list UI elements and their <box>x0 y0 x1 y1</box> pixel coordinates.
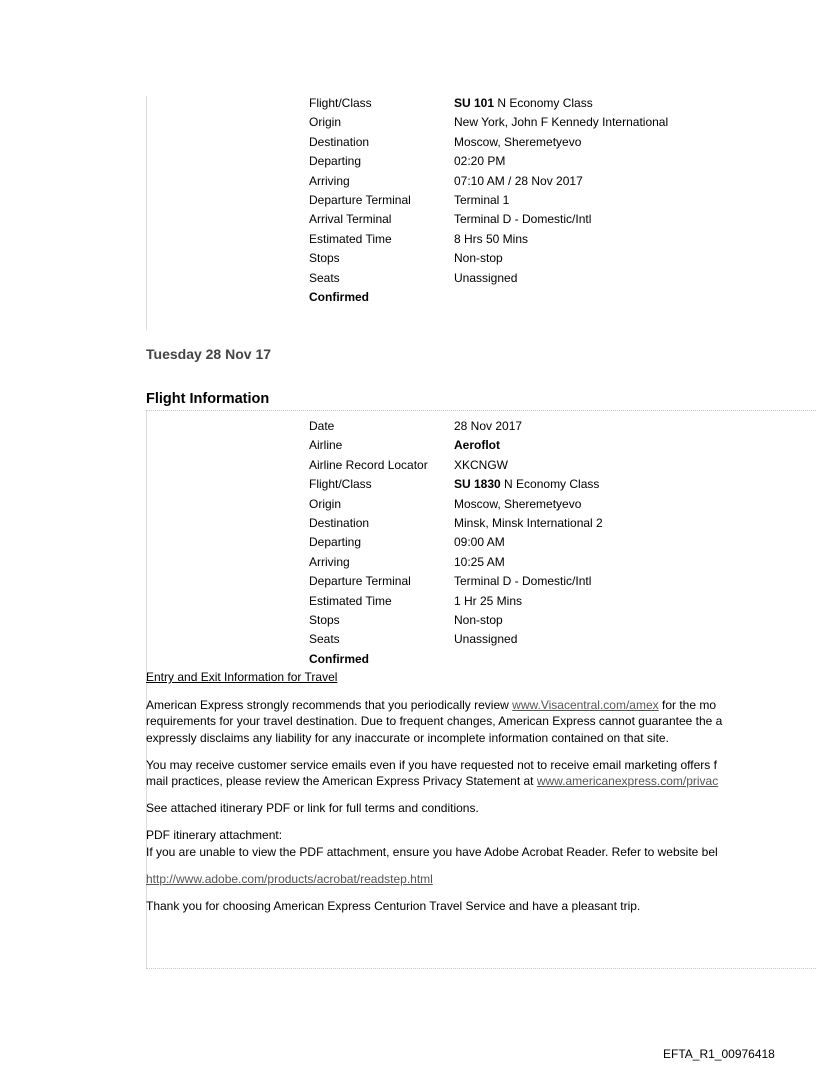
flight1-row: Arrival Terminal Terminal D - Domestic/Intl <box>309 212 592 227</box>
flight1-row: Seats Unassigned <box>309 270 518 285</box>
pdf-paragraph: PDF itinerary attachment: If you are unable to view the PDF attachment, ensure you have Adobe Acrobat Reader. Refer to website bel <box>146 828 718 859</box>
entry-exit-heading: Entry and Exit Information for Travel <box>146 670 338 684</box>
terms-paragraph: See attached itinerary PDF or link for full terms and conditions. <box>146 801 479 816</box>
flight2-row: Airline Record Locator XKCNGW <box>309 457 508 472</box>
flight2-row: Seats Unassigned <box>309 632 518 647</box>
flight1-row: Departure Terminal Terminal 1 <box>309 192 510 207</box>
flight2-row: Estimated Time 1 Hr 25 Mins <box>309 593 523 608</box>
flight2-row: Date 28 Nov 2017 <box>309 419 523 433</box>
visacentral-link[interactable]: www.Visacentral.com/amex <box>512 698 659 713</box>
visacentral-paragraph: American Express strongly recommends that you periodically review www.Visacentral.com/amex for the mo requirements for your travel destination. Due to frequent changes, American Express cannot guarantee the a expressly disclaims any liability for any inaccurate or incomplete information contained on that site. <box>146 698 723 745</box>
flight1-row: Origin New York, John F Kennedy International <box>309 115 669 130</box>
left-border-top <box>146 96 147 330</box>
flight1-row: Flight/Class SU 101 N Economy Class <box>309 96 593 110</box>
flight2-row: Arriving 10:25 AM <box>309 554 505 569</box>
section-divider <box>146 410 816 411</box>
flight1-status: Confirmed <box>309 289 369 304</box>
privacy-link[interactable]: www.americanexpress.com/privac <box>536 774 719 789</box>
day-heading: Tuesday 28 Nov 17 <box>146 346 272 362</box>
flight2-row: Airline Aeroflot <box>309 438 500 453</box>
flight2-row: Departure Terminal Terminal D - Domestic/Intl <box>309 574 592 589</box>
adobe-link[interactable]: http://www.adobe.com/products/acrobat/readstep.html <box>146 871 433 886</box>
flight2-row: Destination Minsk, Minsk International 2 <box>309 515 603 530</box>
flight2-details <box>309 417 816 669</box>
flight1-details <box>309 94 816 307</box>
flight1-row: Departing 02:20 PM <box>309 154 506 169</box>
flight2-status: Confirmed <box>309 651 369 666</box>
flight1-row: Estimated Time 8 Hrs 50 Mins <box>309 231 529 246</box>
document-id: EFTA_R1_00976418 <box>663 1047 775 1061</box>
section-title: Flight Information <box>146 391 270 407</box>
bottom-divider <box>146 968 816 969</box>
flight2-row: Stops Non-stop <box>309 612 503 627</box>
flight1-row: Stops Non-stop <box>309 251 503 266</box>
thanks-paragraph: Thank you for choosing American Express Centurion Travel Service and have a pleasant trip. <box>146 899 641 914</box>
flight2-row: Flight/Class SU 1830 N Economy Class <box>309 477 600 492</box>
flight2-row: Departing 09:00 AM <box>309 535 505 550</box>
entry-exit-notes <box>146 669 816 925</box>
flight2-row: Origin Moscow, Sheremetyevo <box>309 496 582 511</box>
flight1-row: Arriving 07:10 AM / 28 Nov 2017 <box>309 173 583 188</box>
email-paragraph: You may receive customer service emails even if you have requested not to receive email marketing offers f mail practices, please review the American Express Privacy Statement at www.americanexpress.com/privac <box>146 757 719 789</box>
flight1-row: Destination Moscow, Sheremetyevo <box>309 134 582 149</box>
